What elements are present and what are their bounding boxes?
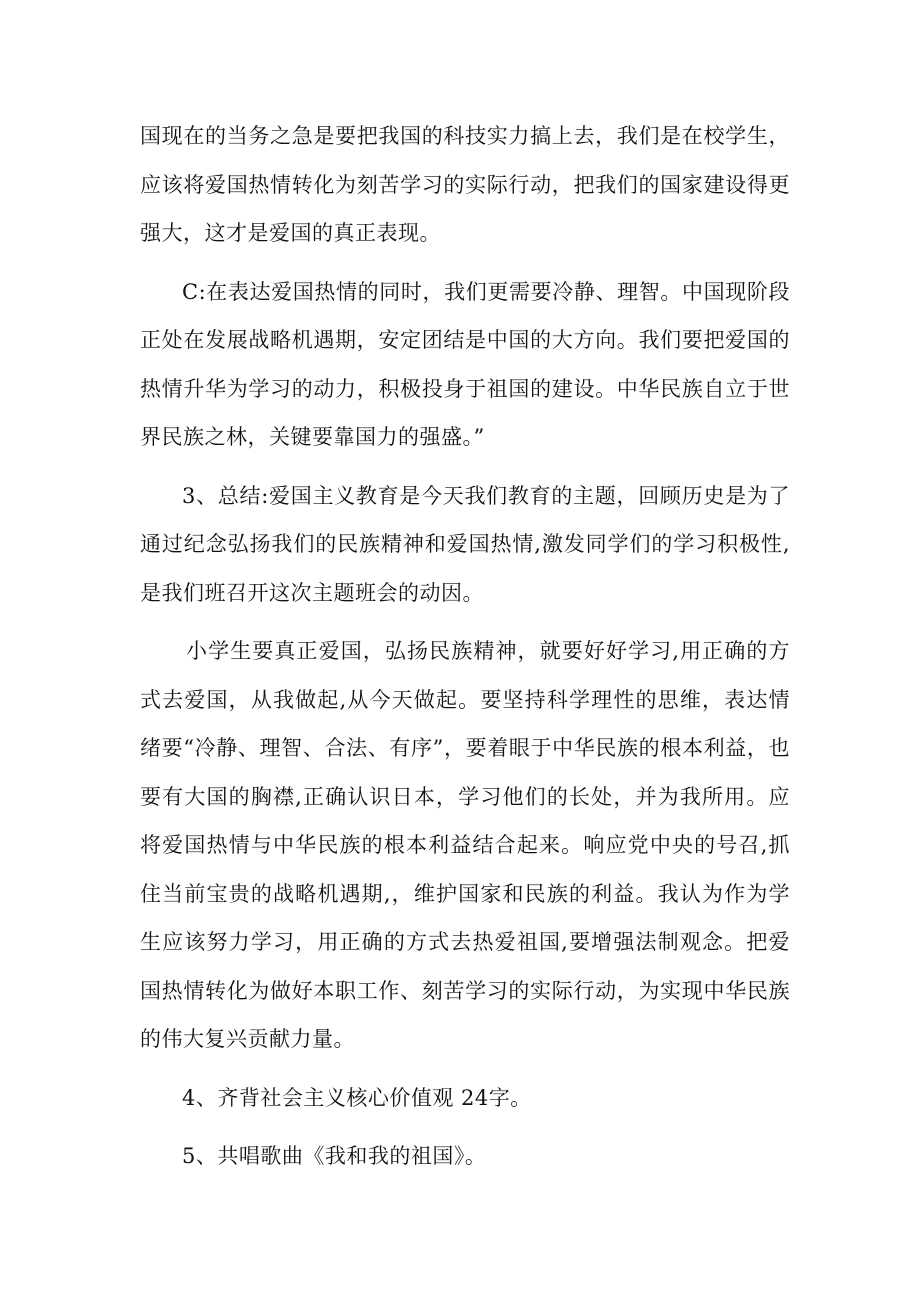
paragraph-item-4: 4、齐背社会主义核心价值观 24字。 [182, 1085, 532, 1110]
paragraph-summary: 3、总结:爱国主义教育是今天我们教育的主题，回顾历史是为了通过纪念弘扬我们的民族精神和爱国热情,激发同学们的学习积极性,是我们班召开这次主题班会的动因。 [140, 483, 790, 605]
paragraph-point-c: C:在表达爱国热情的同时，我们更需要冷静、理智。中国现阶段正处在发展战略机遇期，安定团结是中国的大方向。我们要把爱国的热情升华为学习的动力，积极投身于祖国的建设。中华民族自立于世界民族之林，关键要靠国力的强盛。” [140, 279, 790, 449]
paragraph-students: 小学生要真正爱国，弘扬民族精神，就要好好学习,用正确的方式去爱国，从我做起,从今天做起。要坚持科学理性的思维，表达情绪要“冷静、理智、合法、有序”，要着眼于中华民族的根本利益，也要有大国的胸襟,正确认识日本，学习他们的长处，并为我所用。应将爱国热情与中华民族的根本利益结合起来。响应党中央的号召,抓住当前宝贵的战略机遇期,，维护国家和民族的利益。我认为作为学生应该努力学习，用正确的方式去热爱祖国,要增强法制观念。把爱国热情转化为做好本职工作、刻苦学习的实际行动，为实现中华民族的伟大复兴贡献力量。 [140, 639, 790, 1051]
paragraph-item-5: 5、共唱歌曲《我和我的祖国》。 [182, 1144, 487, 1168]
paragraph-continuation: 国现在的当务之急是要把我国的科技实力搞上去，我们是在校学生，应该将爱国热情转化为刻苦学习的实际行动，把我们的国家建设得更强大，这才是爱国的真正表现。 [140, 124, 790, 245]
document-body [140, 112, 790, 1191]
